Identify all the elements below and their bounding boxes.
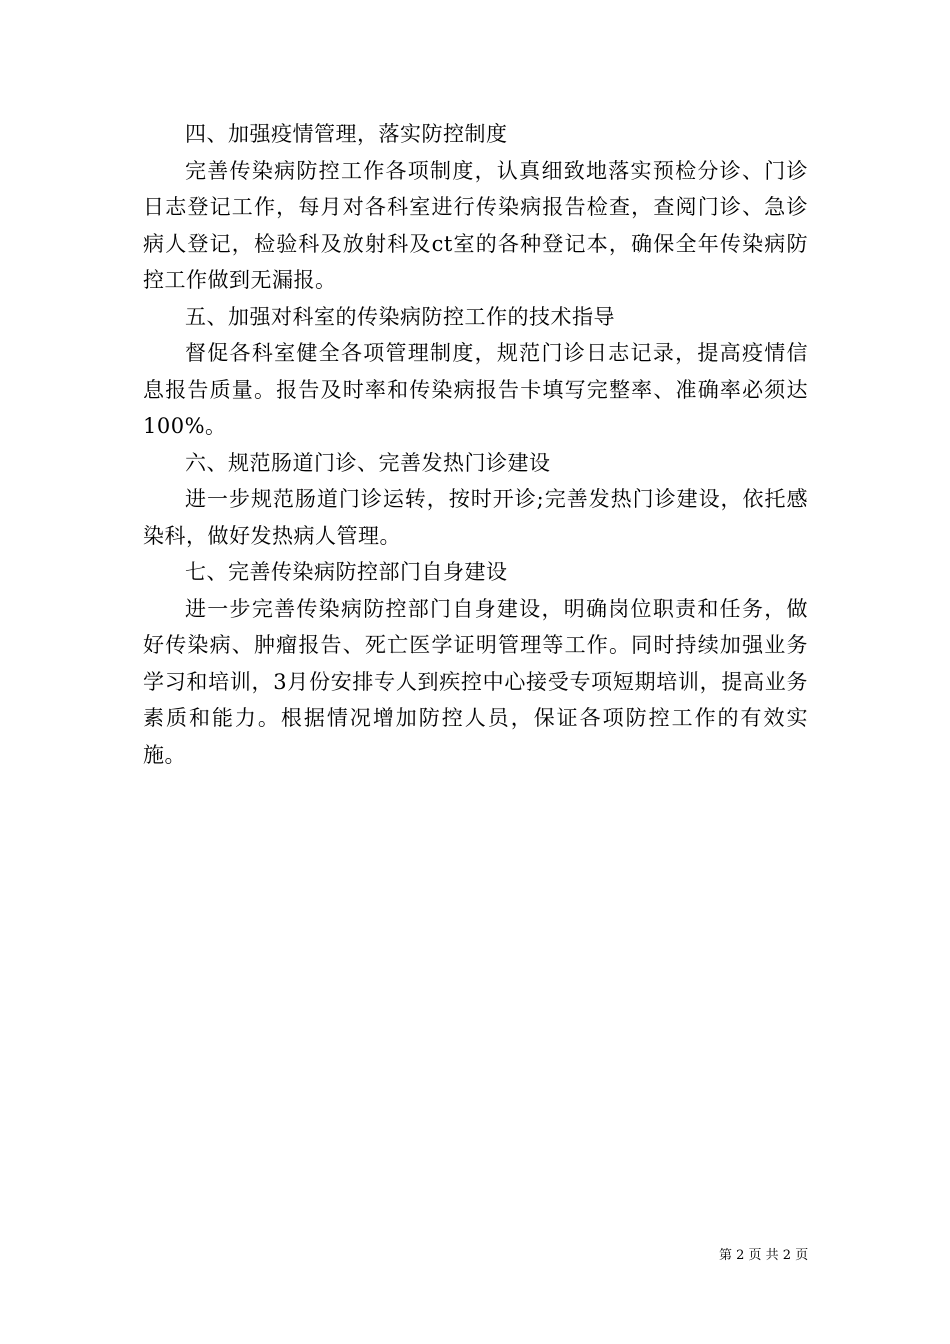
- section-heading-5: 五、加强对科室的传染病防控工作的技术指导: [185, 304, 615, 329]
- page-number-footer: 第 2 页 共 2 页: [719, 1248, 809, 1263]
- section-body-4: 完善传染病防控工作各项制度，认真细致地落实预检分诊、门诊日志登记工作，每月对各科室进行传染病报告检查，查阅门诊、急诊病人登记，检验科及放射科及ct室的各种登记本，确保全年传染病防控工作做到无漏报。: [143, 158, 808, 292]
- section-body-7: 进一步完善传染病防控部门自身建设，明确岗位职责和任务，做好传染病、肿瘤报告、死亡医学证明管理等工作。同时持续加强业务学习和培训，3月份安排专人到疾控中心接受专项短期培训，提高业务素质和能力。根据情况增加防控人员，保证各项防控工作的有效实施。: [143, 596, 808, 767]
- section-heading-6: 六、规范肠道门诊、完善发热门诊建设: [185, 450, 551, 475]
- section-body-5: 督促各科室健全各项管理制度，规范门诊日志记录，提高疫情信息报告质量。报告及时率和传染病报告卡填写完整率、准确率必须达100%。: [143, 341, 808, 438]
- section-heading-4: 四、加强疫情管理，落实防控制度: [185, 122, 508, 146]
- section-heading-7: 七、完善传染病防控部门自身建设: [185, 560, 508, 584]
- document-body: [143, 116, 808, 773]
- section-body-6: 进一步规范肠道门诊运转，按时开诊;完善发热门诊建设，依托感染科，做好发热病人管理。: [143, 487, 808, 548]
